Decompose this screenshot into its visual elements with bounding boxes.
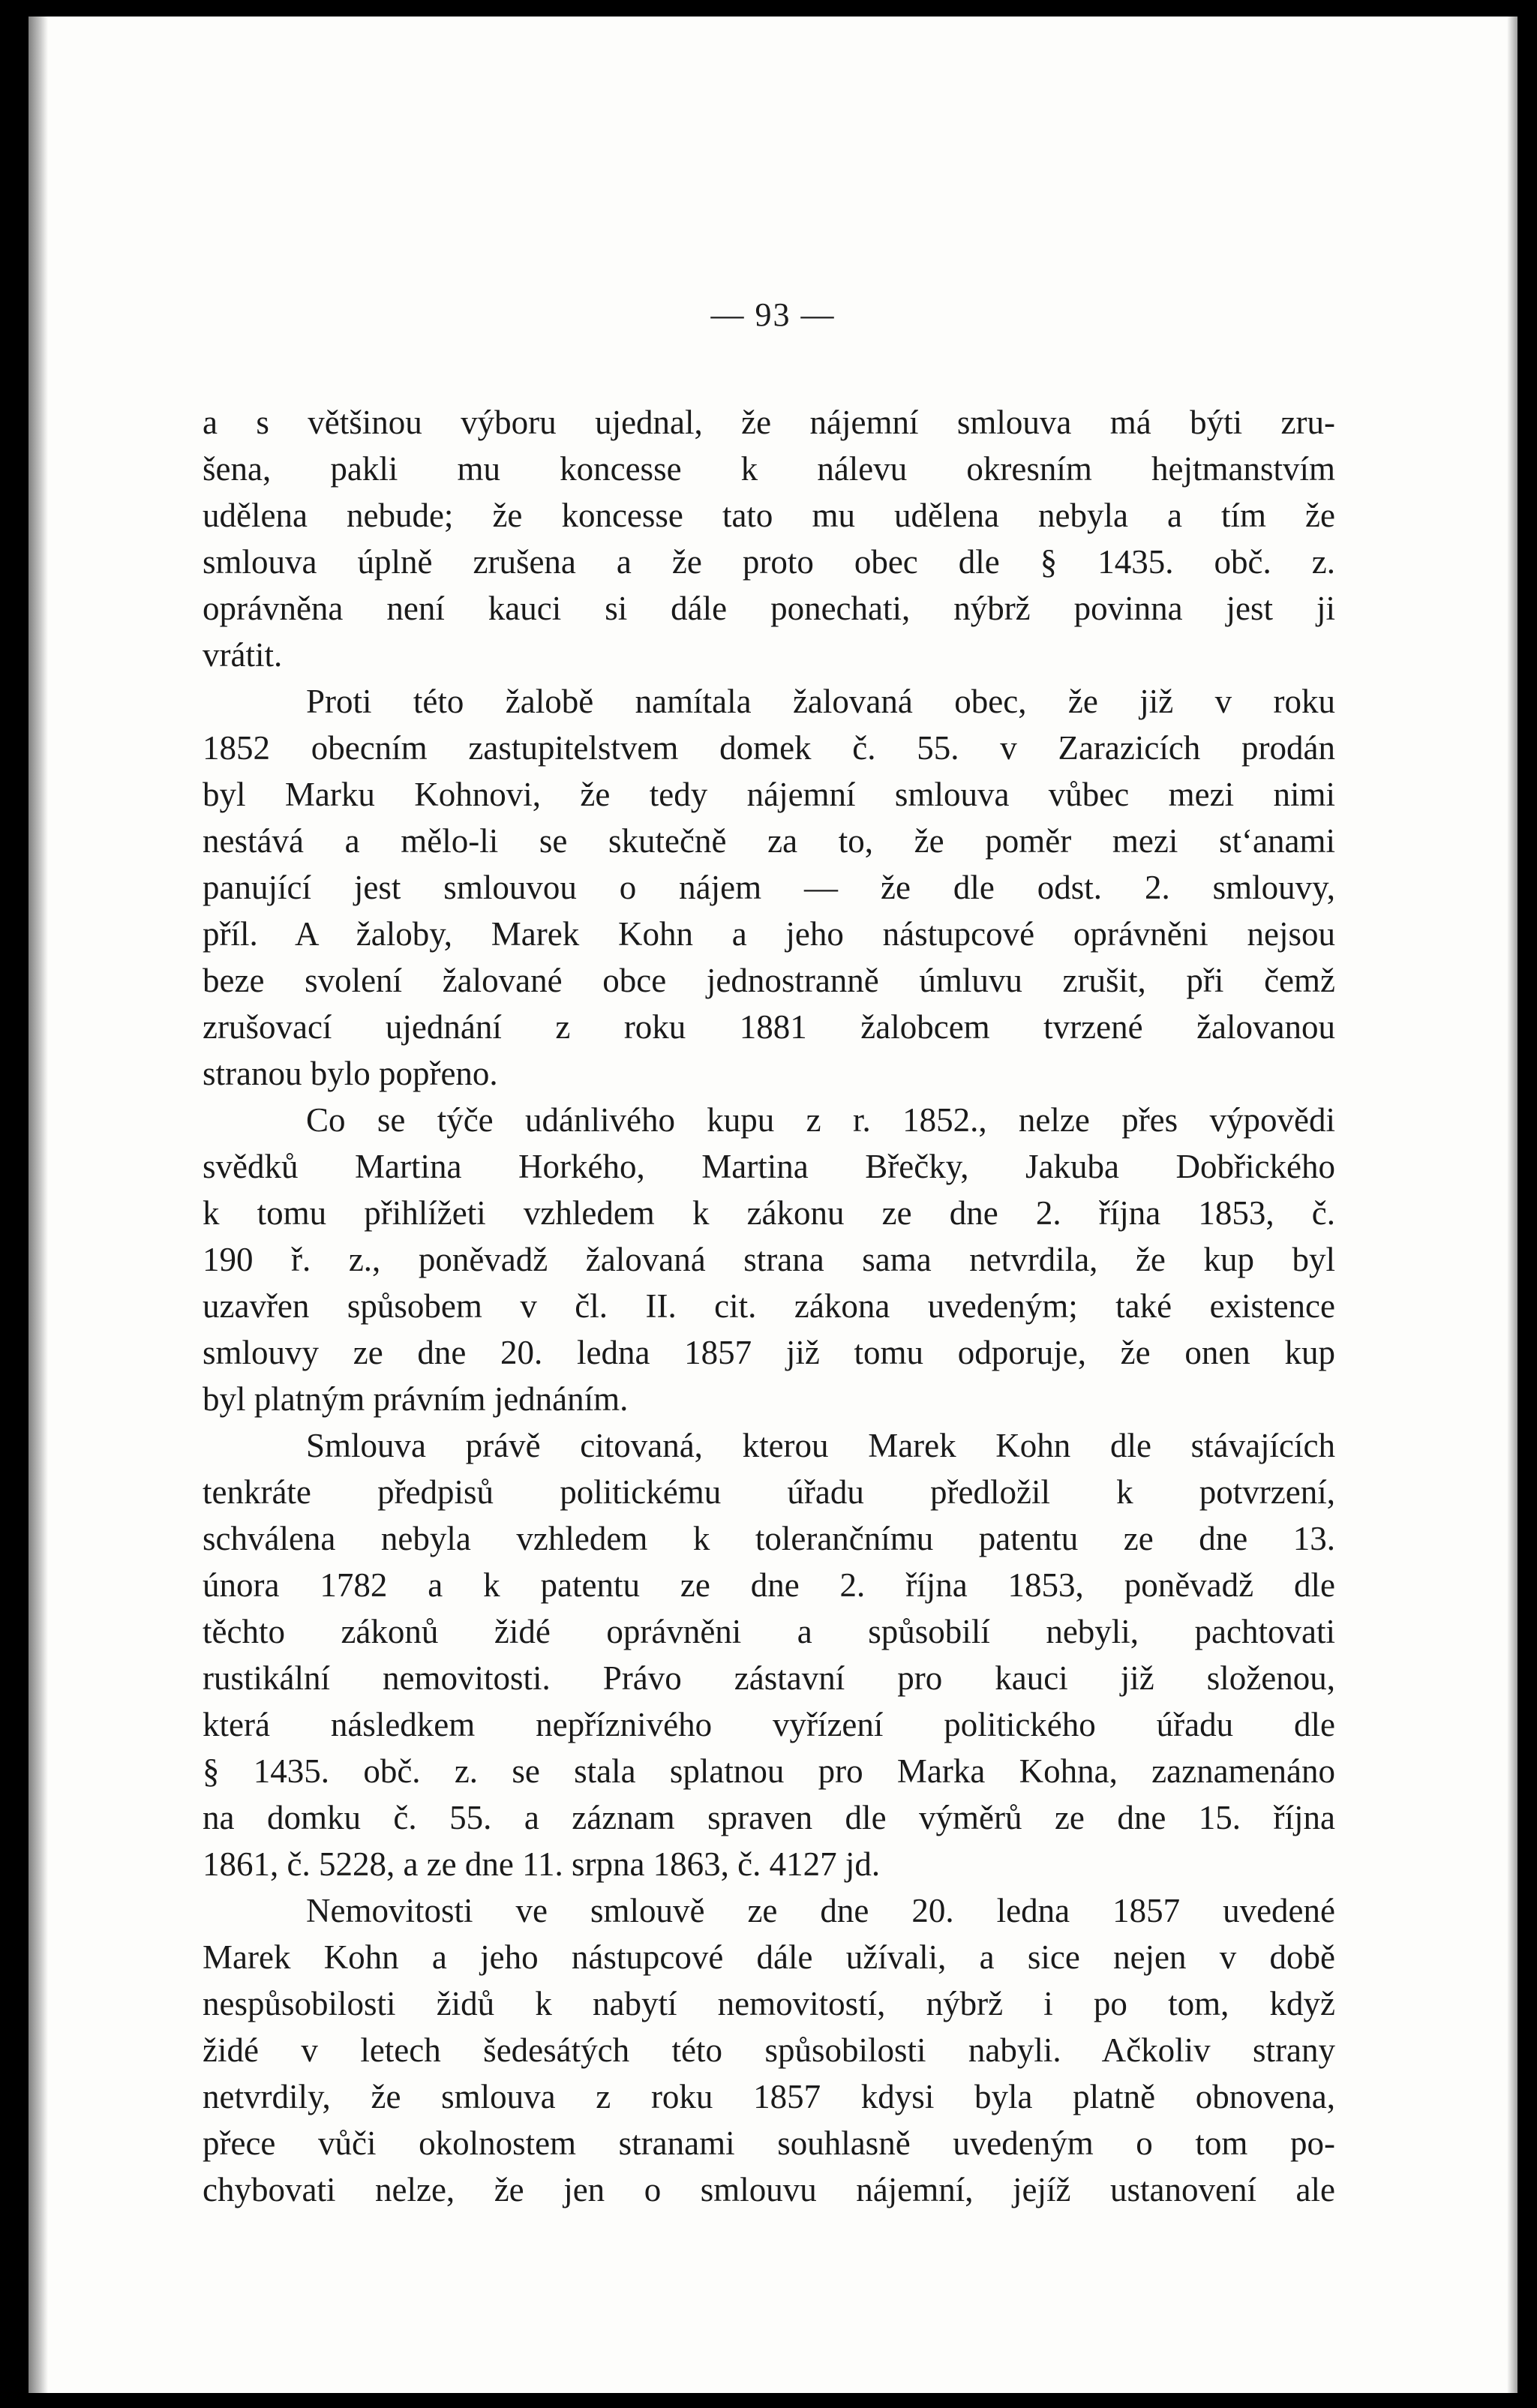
text-line: tenkráte předpisů politickému úřadu předložil k potvrzení,	[203, 1473, 1335, 1511]
text-line: byl Marku Kohnovi, že tedy nájemní smlouva vůbec mezi nimi	[203, 776, 1335, 813]
text-line: a s většinou výboru ujednal, že nájemní smlouva má býti zru-	[203, 404, 1335, 441]
text-line: která následkem nepříznivého vyřízení politického úřadu dle	[203, 1706, 1335, 1743]
text-line: smlouvy ze dne 20. ledna 1857 již tomu odporuje, že onen kup	[203, 1334, 1335, 1371]
text-line: svědků Martina Horkého, Martina Břečky, Jakuba Dobřického	[203, 1148, 1335, 1185]
text-line: netvrdily, že smlouva z roku 1857 kdysi byla platně obnovena,	[203, 2078, 1335, 2115]
text-line: 1861, č. 5228, a ze dne 11. srpna 1863, č. 4127 jd.	[203, 1845, 881, 1883]
page-number: — 93 —	[710, 296, 836, 333]
text-line: příl. A žaloby, Marek Kohn a jeho nástupcové oprávněni nejsou	[203, 915, 1335, 953]
binding-shadow	[29, 17, 48, 2393]
text-line: 190 ř. z., poněvadž žalovaná strana sama netvrdila, že kup byl	[203, 1241, 1335, 1278]
text-line: přece vůči okolnostem stranami souhlasně uvedeným o tom po-	[203, 2124, 1335, 2162]
text-line: nespůsobilosti židů k nabytí nemovitostí, nýbrž i po tom, když	[203, 1985, 1335, 2022]
text-line: Nemovitosti ve smlouvě ze dne 20. ledna 1857 uvedené	[306, 1892, 1335, 1929]
text-line: rustikální nemovitosti. Právo zástavní pro kauci již složenou,	[203, 1659, 1335, 1697]
text-line: chybovati nelze, že jen o smlouvu nájemní, jejíž ustanovení ale	[203, 2171, 1335, 2208]
body-text	[203, 399, 1335, 2213]
text-line: Marek Kohn a jeho nástupcové dále užívali, a sice nejen v době	[203, 1938, 1335, 1976]
text-line: židé v letech šedesátých této spůsobilosti nabyli. Ačkoliv strany	[203, 2031, 1335, 2069]
text-line: panující jest smlouvou o nájem — že dle odst. 2. smlouvy,	[203, 869, 1335, 906]
text-line: k tomu přihlížeti vzhledem k zákonu ze dne 2. října 1853, č.	[203, 1194, 1335, 1232]
text-line: beze svolení žalované obce jednostranně úmluvu zrušit, při čemž	[203, 962, 1335, 999]
text-line: šena, pakli mu koncesse k nálevu okresním hejtmanstvím	[203, 450, 1335, 488]
text-line: vrátit.	[203, 636, 283, 674]
text-line: Smlouva právě citovaná, kterou Marek Kohn dle stávajících	[306, 1427, 1335, 1464]
text-line: smlouva úplně zrušena a že proto obec dle § 1435. obč. z.	[203, 543, 1335, 581]
text-line: oprávněna není kauci si dále ponechati, nýbrž povinna jest ji	[203, 590, 1335, 627]
text-line: nestává a mělo-li se skutečně za to, že poměr mezi st‘anami	[203, 822, 1335, 860]
text-line: Co se týče udánlivého kupu z r. 1852., nelze přes výpovědi	[306, 1101, 1335, 1139]
text-line: těchto zákonů židé oprávněni a spůsobilí nebyli, pachtovati	[203, 1613, 1335, 1650]
book-page	[29, 17, 1517, 2393]
text-line: udělena nebude; že koncesse tato mu udělena nebyla a tím že	[203, 497, 1335, 534]
text-line: byl platným právním jednáním.	[203, 1380, 629, 1418]
text-line: zrušovací ujednání z roku 1881 žalobcem tvrzené žalovanou	[203, 1008, 1335, 1046]
text-line: stranou bylo popřeno.	[203, 1055, 498, 1092]
text-line: února 1782 a k patentu ze dne 2. října 1853, poněvadž dle	[203, 1566, 1335, 1604]
text-line: Proti této žalobě namítala žalovaná obec, že již v roku	[306, 683, 1335, 720]
text-line: schválena nebyla vzhledem k tolerančnímu patentu ze dne 13.	[203, 1520, 1335, 1557]
page-edge	[1507, 17, 1517, 2393]
text-line: na domku č. 55. a záznam spraven dle výměrů ze dne 15. října	[203, 1799, 1335, 1836]
text-line: § 1435. obč. z. se stala splatnou pro Marka Kohna, zaznamenáno	[203, 1752, 1335, 1790]
text-line: 1852 obecním zastupitelstvem domek č. 55. v Zarazicích prodán	[203, 729, 1335, 767]
text-line: uzavřen spůsobem v čl. II. cit. zákona uvedeným; také existence	[203, 1287, 1335, 1325]
